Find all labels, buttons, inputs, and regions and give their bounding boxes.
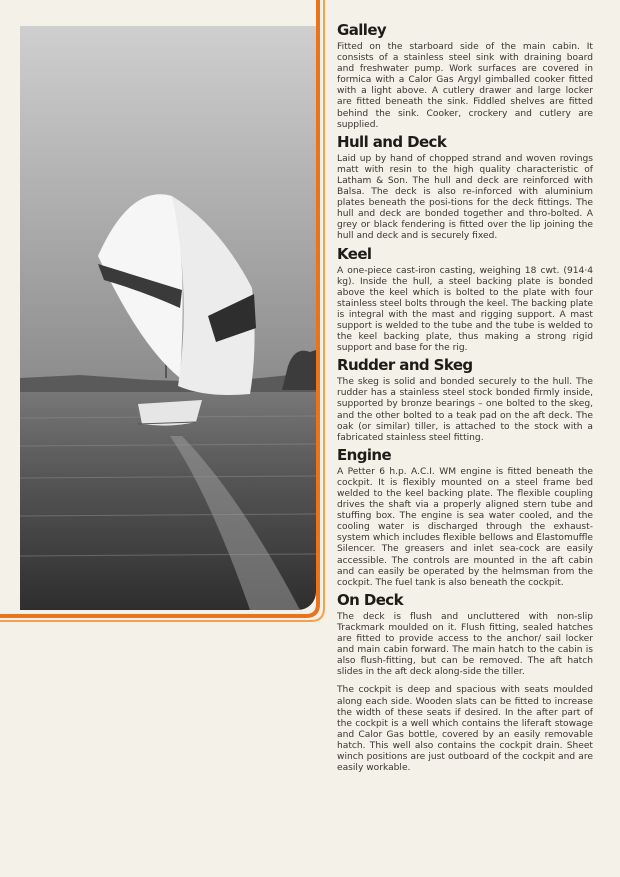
- paragraph: The deck is flush and uncluttered with non-slip Trackmark moulded on it. Flush fitting, sealed hatches are fitted to provide access to the anchor/ sail locker and main cabin forward. The main hatch to the cabin is also flush-fitting, but can be removed. The aft hatch slides in the aft deck along-side the tiller.: [337, 611, 593, 678]
- section-hull-and-deck: [337, 134, 593, 243]
- paragraph: Laid up by hand of chopped strand and woven rovings matt with resin to the high quality characteristic of Latham & Son. The hull and deck are reinforced with Balsa. The deck is also re-inforced with aluminium plates beneath the posi-tions for the deck fittings. The hull and deck are bonded together and thro-bolted. A grey or black fendering is fitted over the lip joining the hull and deck and is securely fixed.: [337, 153, 593, 242]
- heading-keel: Keel: [337, 244, 372, 263]
- paragraph: A one-piece cast-iron casting, weighing 18 cwt. (914·4 kg). Inside the hull, a steel backing plate is bonded above the keel which is bolted to the plate with four stainless steel bolts through the keel. The backing plate is integral with the mast and rigging support. A mast support is welded to the tube and the tube is welded to the keel backing plate, thus making a strong rigid support and base for the rig.: [337, 265, 593, 354]
- heading-on-deck: On Deck: [337, 590, 403, 609]
- paragraph: The skeg is solid and bonded securely to the hull. The rudder has a stainless steel stock bonded firmly inside, supported by bronze bearings – one bolted to the skeg, and the other bolted to a teak pad on the aft deck. The oak (or similar) tiller, is attached to the stock with a fabricated stainless steel fitting.: [337, 377, 593, 443]
- section-engine: [337, 447, 593, 589]
- heading-hull-and-deck: Hull and Deck: [337, 132, 447, 151]
- section-galley: [337, 22, 593, 131]
- section-on-deck: [337, 592, 593, 774]
- section-keel: [337, 246, 593, 355]
- paragraph: A Petter 6 h.p. A.C.I. WM engine is fitted beneath the cockpit. It is flexibly mounted on a steel frame bed welded to the keel backing plate. The flexible coupling drives the shaft via a properly aligned stern tube and stuffing box. The engine is sea water cooled, and the cooling water is discharged through the exhaust-system which includes flexible bellows and Elastomuffle Silencer. The greasers and inlet sea-cock are easily accessible. The controls are mounted in the aft cabin and can easily be operated by the helmsman from the cockpit. The fuel tank is also beneath the cockpit.: [337, 466, 593, 588]
- heading-rudder-and-skeg: Rudder and Skeg: [337, 356, 473, 375]
- paragraph: The cockpit is deep and spacious with seats moulded along each side. Wooden slats can be fitted to increase the width of these seats if desired. In the after part of the cockpit is a well which contains the liferaft stowage and Calor Gas bottle, covered by an easily removable hatch. This well also contains the cockpit drain. Sheet winch positions are just outboard of the cockpit and are easily workable.: [337, 685, 593, 774]
- spec-text-column: [337, 22, 593, 776]
- paragraph: Fitted on the starboard side of the main cabin. It consists of a stainless steel sink with draining board and freshwater pump. Work surfaces are covered in formica with a Calor Gas Argyl gimballed cooker fitted with a light above. A cutlery drawer and large locker are fitted beneath the sink. Fiddled shelves are fitted behind the sink. Cooker, crockery and cutlery are supplied.: [337, 42, 593, 130]
- heading-galley: Galley: [337, 21, 387, 39]
- section-rudder-and-skeg: [337, 357, 593, 444]
- heading-engine: Engine: [337, 445, 392, 464]
- sailboat-photo: [20, 26, 316, 610]
